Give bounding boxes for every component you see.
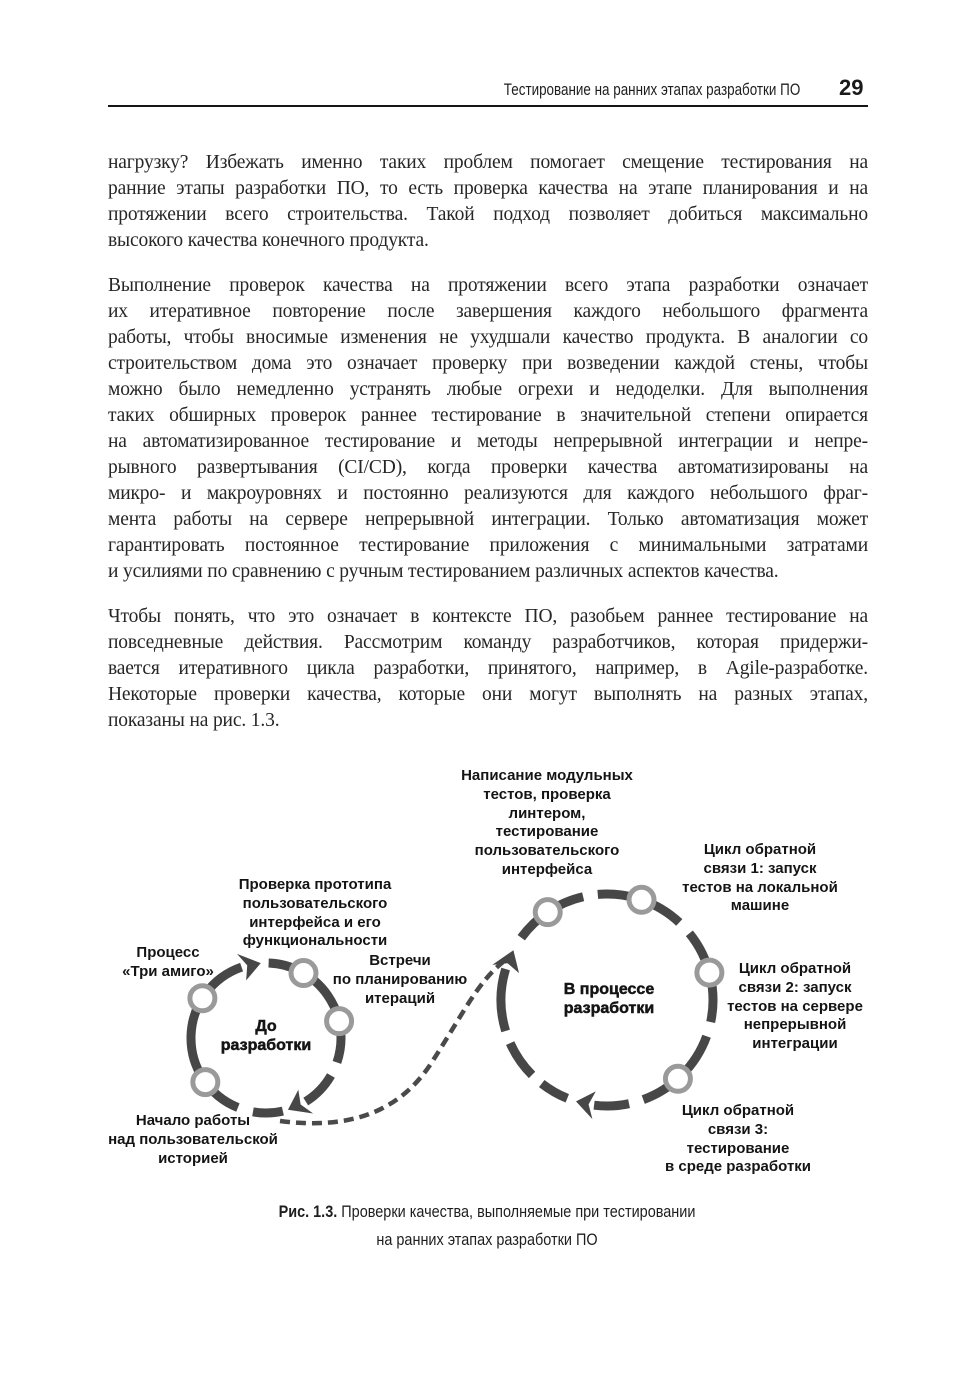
text-line: работы, чтобы вносимые изменения не ухудшали качество продукта. В аналогии со [108,327,868,348]
text-line: можно было немедленно устранять любые огрехи и недоделки. Для выполнения [108,379,868,400]
label-line: интерфейса и его [249,913,381,931]
text-line: микро- и макроуровнях и постоянно реализуются для каждого небольшого фраг- [108,483,868,504]
loop-arc-segment [594,1104,629,1106]
before-development-title [221,1017,311,1055]
loop-arc-segment [501,969,506,1031]
label-line: пользовательского [474,842,620,860]
unit-tests-label [461,767,633,880]
loop-arc-segment [510,1043,532,1075]
feedback-loop-3-label [665,1102,811,1177]
text-line: ранние этапы разработки ПО, то есть проверка качества на этапе планирования и на [108,178,868,199]
feedback-loop-1-label [682,841,838,916]
label-line: До [255,1018,277,1035]
feedback-loop-2-label [727,960,863,1054]
label-line: «Три амиго» [122,962,214,980]
step-node [190,986,215,1011]
label-line: связи 2: запуск [738,978,852,996]
loop-arc-segment [306,1076,331,1102]
text-line: гарантировать постоянное тестирование приложения с минимальными затратами [108,535,868,556]
label-line: разработки [220,1037,312,1054]
label-line: В процессе [563,981,655,998]
label-line: тестов на локальной [682,878,838,896]
label-line: Встречи [369,952,431,969]
label-line: машине [730,897,790,915]
label-line: Начало работы [135,1112,251,1129]
step-node [535,900,560,925]
text-line: нагрузку? Избежать именно таких проблем помогает смещение тестирования на [108,152,868,173]
caption-line-2: на ранних этапах разработки ПО [376,1230,598,1249]
label-line: Процесс [136,944,200,961]
text-line: Чтобы понять, что это означает в контексте ПО, разобьем раннее тестирование на [108,606,868,627]
label-line: итераций [364,989,436,1007]
label-line: Цикл обратной [681,1102,795,1119]
label-line: тестов на сервере [727,997,863,1015]
label-line: разработки [563,1000,655,1017]
label-line: над пользовательской [108,1130,278,1148]
step-node [193,1070,218,1095]
label-line: в среде разработки [664,1158,812,1176]
text-line: на автоматизированное тестирование и методы непрерывной интеграции и непре- [108,431,868,452]
step-node [291,961,316,986]
caption-label: Рис. 1.3. [278,1202,338,1221]
figure-caption [0,1198,974,1254]
step-node [327,1009,352,1034]
label-line: интеграции [752,1035,838,1053]
label-line: интерфейса [501,860,593,878]
label-line: Цикл обратной [703,841,817,858]
text-line: Некоторые проверки качества, которые они могут выполнять на разных этапах, [108,684,868,705]
text-line: таких обширных проверок раннее тестирование в значительной степени опирается [108,405,868,426]
label-line: связи 3: [707,1120,769,1138]
label-line: по планированию [332,970,468,988]
text-line: мента работы на сервере непрерывной интеграции. Только автоматизация может [108,509,868,530]
label-line: тестов, проверка [483,785,611,803]
label-line: Проверка прототипа [238,876,392,893]
text-line: вается итеративного цикла разработки, принятого, например, в Agile-разработке. [108,658,868,679]
prototype-review-label [239,876,392,951]
caption-line-1 [73,1198,901,1226]
in-development-title [564,980,654,1018]
text-line: протяжении всего строительства. Такой подход позволяет добиться максимально [108,204,868,225]
three-amigos-label [122,944,214,982]
label-line: Написание модульных [461,767,633,784]
label-line: непрерывной [743,1016,847,1034]
label-line: линтером, [508,804,586,822]
step-node [697,960,722,985]
running-title: Тестирование на ранних этапах разработки ПО [503,80,800,99]
arrowhead-icon [576,1091,596,1119]
text-line: показаны на рис. 1.3. [108,710,280,731]
label-line: тестирование [495,823,599,841]
text-line: строительством дома это означает проверку при возведении каждой стены, чтобы [108,353,868,374]
label-line: функциональности [242,932,388,950]
story-kickoff-label [108,1112,278,1168]
text-line: высокого качества конечного продукта. [108,230,429,251]
loop-arc-segment [542,1084,568,1099]
text-line: и усилиями по сравнению с ручным тестированием различных аспектов качества. [108,561,779,582]
label-line: историей [158,1149,228,1167]
label-line: связи 1: запуск [703,859,817,877]
text-line: повседневные действия. Рассмотрим команду разработчиков, которая придержи- [108,632,868,653]
label-line: тестирование [686,1139,790,1157]
text-line: Выполнение проверок качества на протяжении всего этапа разработки означает [108,275,868,296]
step-node [665,1066,690,1091]
text-line: их итеративное повторение после завершения каждого небольшого фрагмента [108,301,868,322]
caption-text: Проверки качества, выполняемые при тестировании [337,1202,696,1221]
text-line: рывного развертывания (CI/CD), когда проверки качества автоматизированы на [108,457,868,478]
page-number: 29 [839,75,864,100]
label-line: пользовательского [242,894,388,912]
iteration-planning-label [333,952,467,1008]
step-node [629,887,654,912]
label-line: Цикл обратной [738,960,852,977]
